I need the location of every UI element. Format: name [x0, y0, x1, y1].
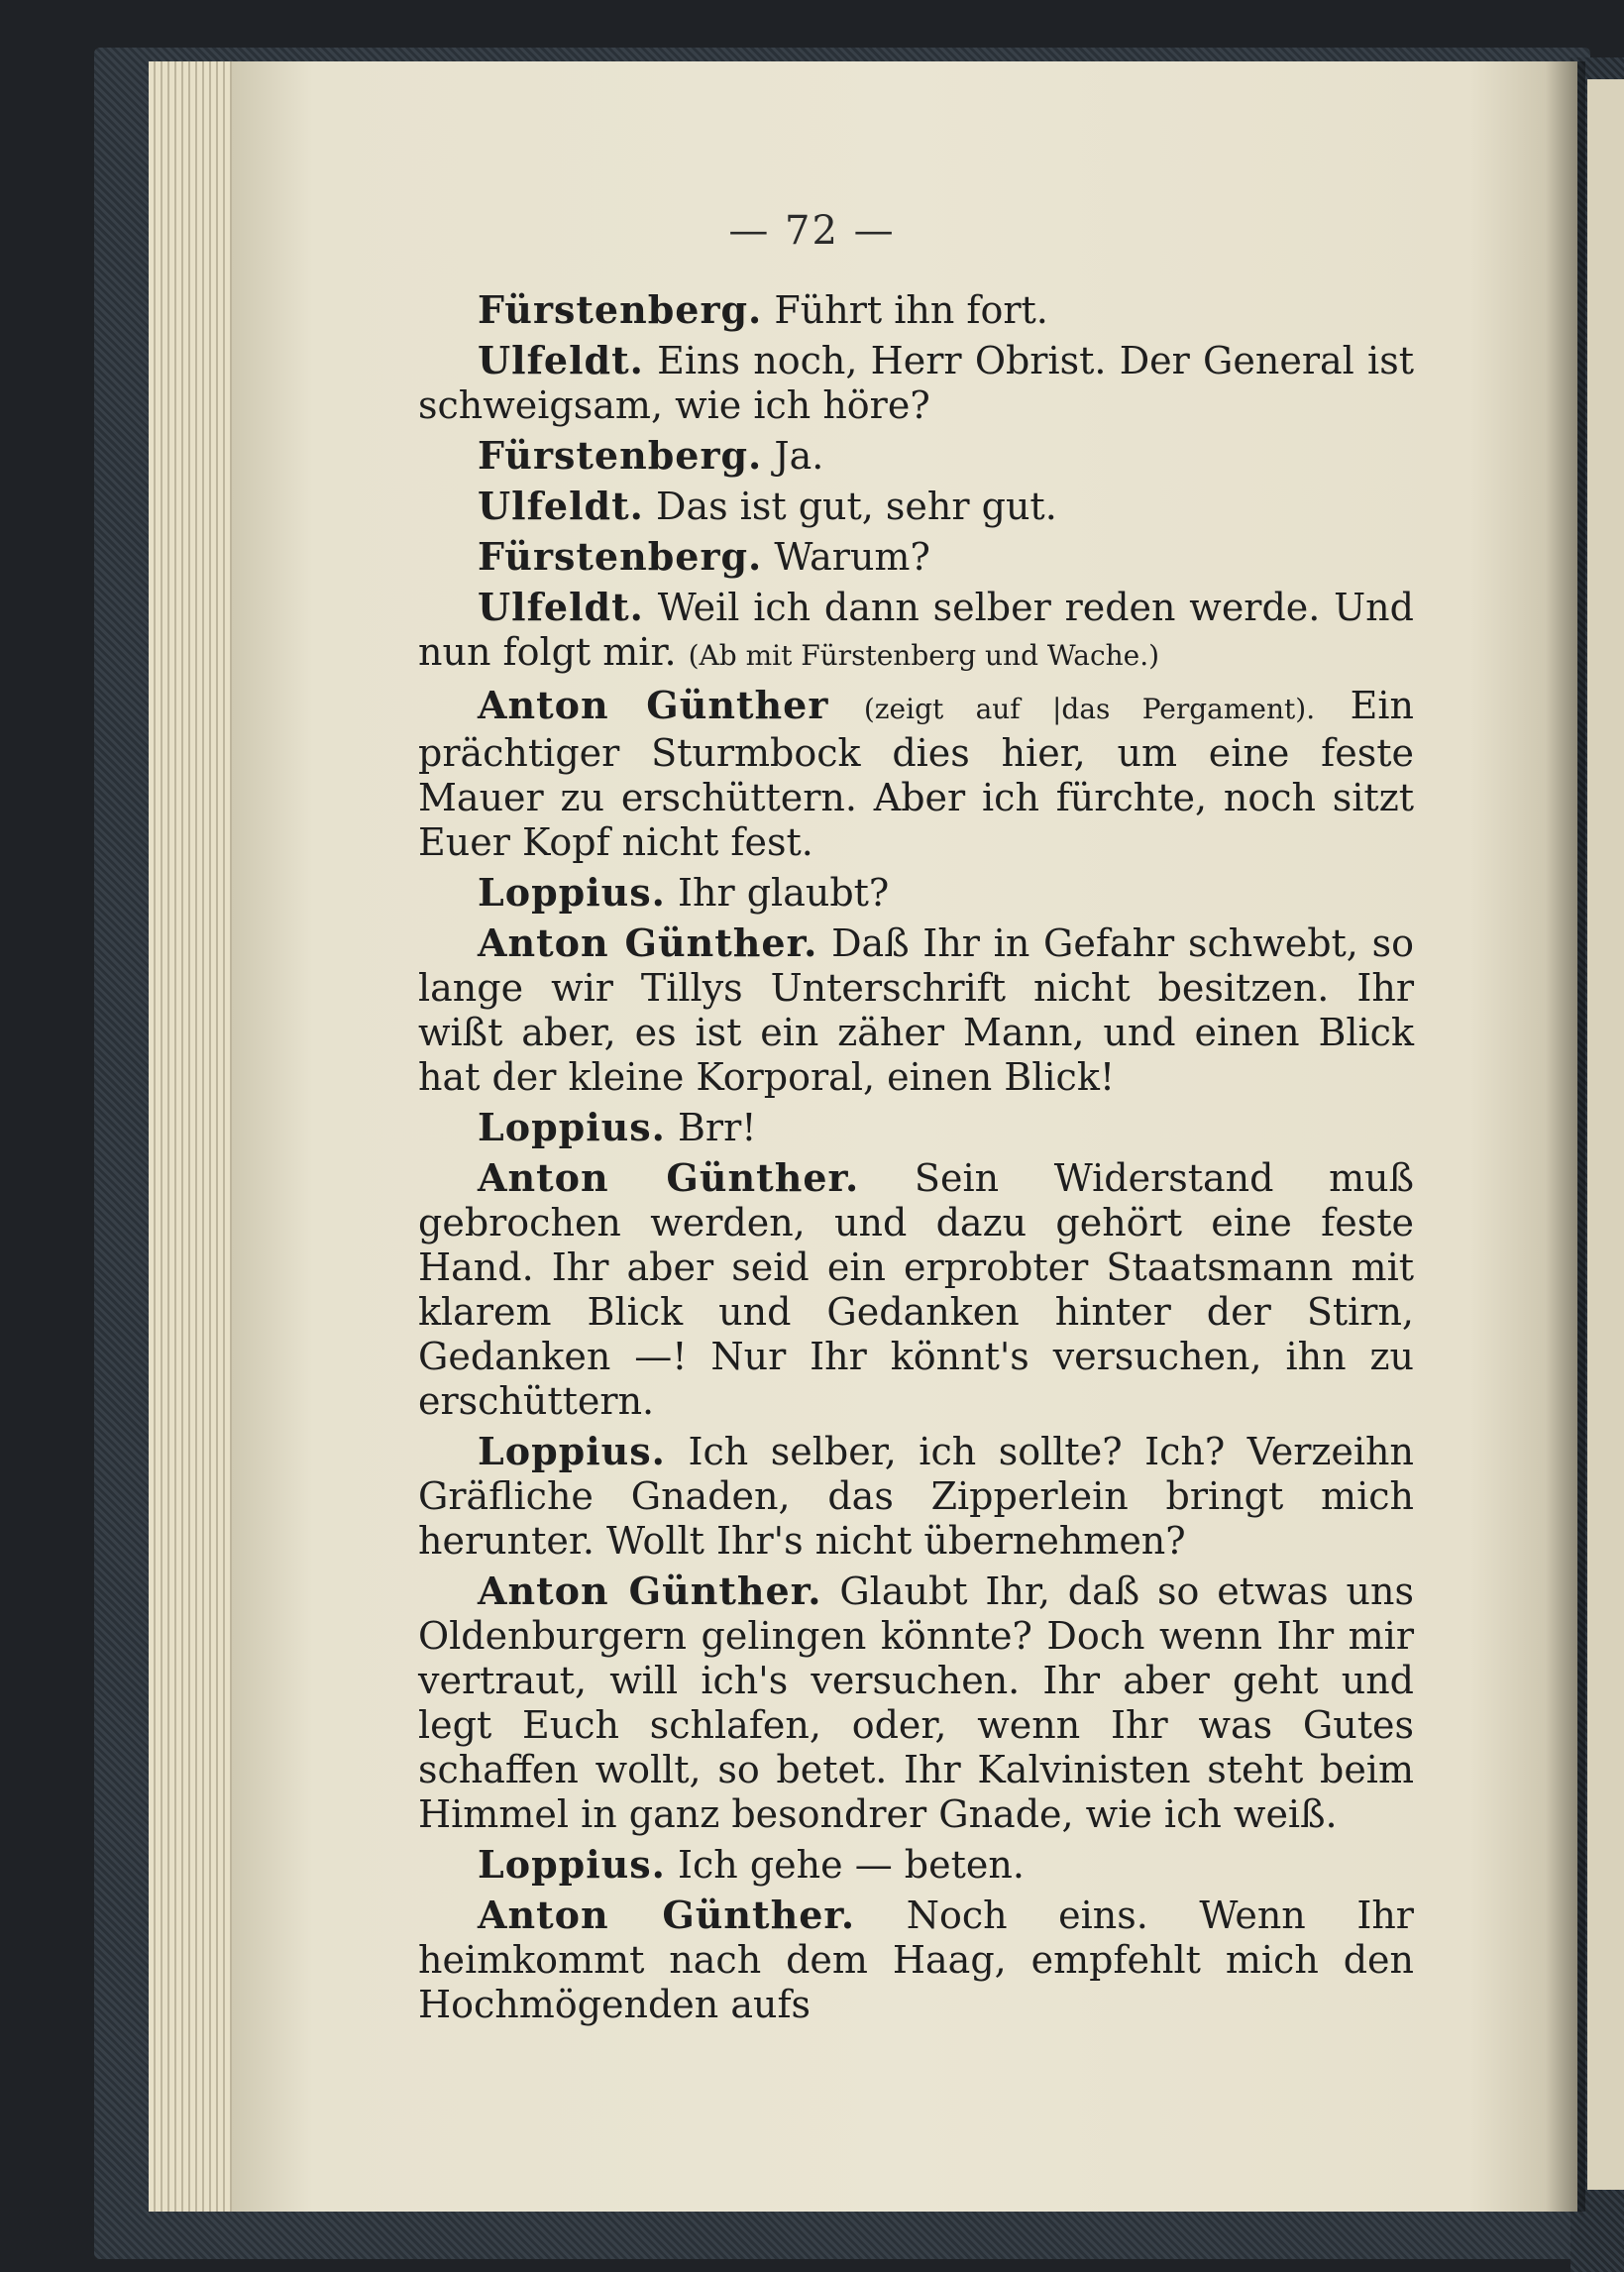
- stage-direction: (zeigt auf |das Pergament).: [863, 693, 1316, 725]
- dialogue-paragraph: [418, 920, 1414, 1100]
- dialogue-text: Das ist gut, sehr gut.: [655, 485, 1057, 528]
- dialogue-paragraph: [418, 534, 1414, 580]
- page-number: — 72 —: [728, 208, 896, 254]
- dialogue-paragraph: [418, 1155, 1414, 1424]
- dialogue-text: Glaubt Ihr, daß so etwas uns Oldenburgern gelingen könnte? Doch wenn Ihr mir vertraut, will ich's versuchen. Ihr aber geht und legt Euch schlafen, oder, wenn Ihr was Gutes schaffen wollt, so betet. Ihr Kalvinisten steht beim Himmel in ganz besondrer Gnade, wie ich weiß.: [418, 1569, 1414, 1836]
- dialogue-text: Brr!: [678, 1106, 757, 1149]
- dialogue-paragraph: [418, 1569, 1414, 1837]
- dialogue-text: Ihr glaubt?: [678, 871, 890, 915]
- speaker-name: Anton Günther: [478, 683, 829, 727]
- speaker-name: Anton Günther.: [478, 1569, 822, 1613]
- speaker-name: Anton Günther.: [478, 1893, 856, 1937]
- dialogue-paragraph: [418, 338, 1414, 428]
- speaker-name: Anton Günther.: [478, 1155, 860, 1200]
- dialogue-paragraph: [418, 870, 1414, 916]
- speaker-name: Anton Günther.: [478, 920, 818, 965]
- dialogue-text: Führt ihn fort.: [774, 288, 1048, 332]
- speaker-name: Fürstenberg.: [478, 433, 763, 478]
- dialogue-paragraph: [418, 287, 1414, 333]
- dialogue-text: Weil ich dann selber reden werde. Und nun folgt mir.: [418, 586, 1414, 674]
- page-edges: [149, 61, 240, 2212]
- speaker-name: Loppius.: [478, 1429, 666, 1473]
- dialogue-text: Noch eins. Wenn Ihr heimkommt nach dem Haag, empfehlt mich den Hochmögenden aufs: [418, 1893, 1414, 2026]
- speaker-name: Loppius.: [478, 870, 666, 915]
- speaker-name: Loppius.: [478, 1842, 666, 1887]
- dialogue-text: Warum?: [774, 535, 930, 579]
- speaker-name: Fürstenberg.: [478, 287, 763, 332]
- dialogue-paragraph: [418, 484, 1414, 529]
- page-gutter-shadow: [1546, 61, 1585, 2212]
- dialogue-paragraph: [418, 1429, 1414, 1564]
- dialogue-paragraph: [418, 433, 1414, 479]
- dialogue-paragraph: [418, 683, 1414, 865]
- dialogue-paragraph: [418, 1105, 1414, 1150]
- speaker-name: Ulfeldt.: [478, 484, 644, 528]
- dialogue-text: Daß Ihr in Gefahr schwebt, so lange wir Tillys Unterschrift nicht besitzen. Ihr wißt aber, es ist ein zäher Mann, und einen Blick hat der kleine Korporal, einen Blick!: [418, 921, 1414, 1099]
- speaker-name: Fürstenberg.: [478, 534, 763, 579]
- dialogue-text: Ein prächtiger Sturmbock dies hier, um eine feste Mauer zu erschüttern. Aber ich fürchte, noch sitzt Euer Kopf nicht fest.: [418, 684, 1414, 864]
- dialogue-paragraph: [418, 1893, 1414, 2027]
- speaker-name: Ulfeldt.: [478, 585, 644, 629]
- dialogue-text: Ich gehe — beten.: [678, 1843, 1025, 1887]
- play-text: [418, 287, 1414, 2032]
- facing-page-edge: [1587, 79, 1624, 2190]
- stage-direction: (Ab mit Fürstenberg und Wache.): [688, 639, 1160, 672]
- dialogue-text: Sein Widerstand muß gebrochen werden, und dazu gehört eine feste Hand. Ihr aber seid ein erprobter Staatsmann mit klarem Blick und Gedanken hinter der Stirn, Gedanken —! Nur Ihr könnt's versuchen, ihn zu erschüttern.: [418, 1156, 1414, 1423]
- speaker-name: Ulfeldt.: [478, 338, 644, 382]
- dialogue-paragraph: [418, 1842, 1414, 1888]
- dialogue-text: Ich selber, ich sollte? Ich? Verzeihn Gräfliche Gnaden, das Zipperlein bringt mich herunter. Wollt Ihr's nicht übernehmen?: [418, 1430, 1414, 1563]
- speaker-name: Loppius.: [478, 1105, 666, 1149]
- dialogue-text: Eins noch, Herr Obrist. Der General ist schweigsam, wie ich höre?: [418, 339, 1414, 427]
- dialogue-paragraph: [418, 585, 1414, 678]
- dialogue-text: Ja.: [774, 434, 824, 478]
